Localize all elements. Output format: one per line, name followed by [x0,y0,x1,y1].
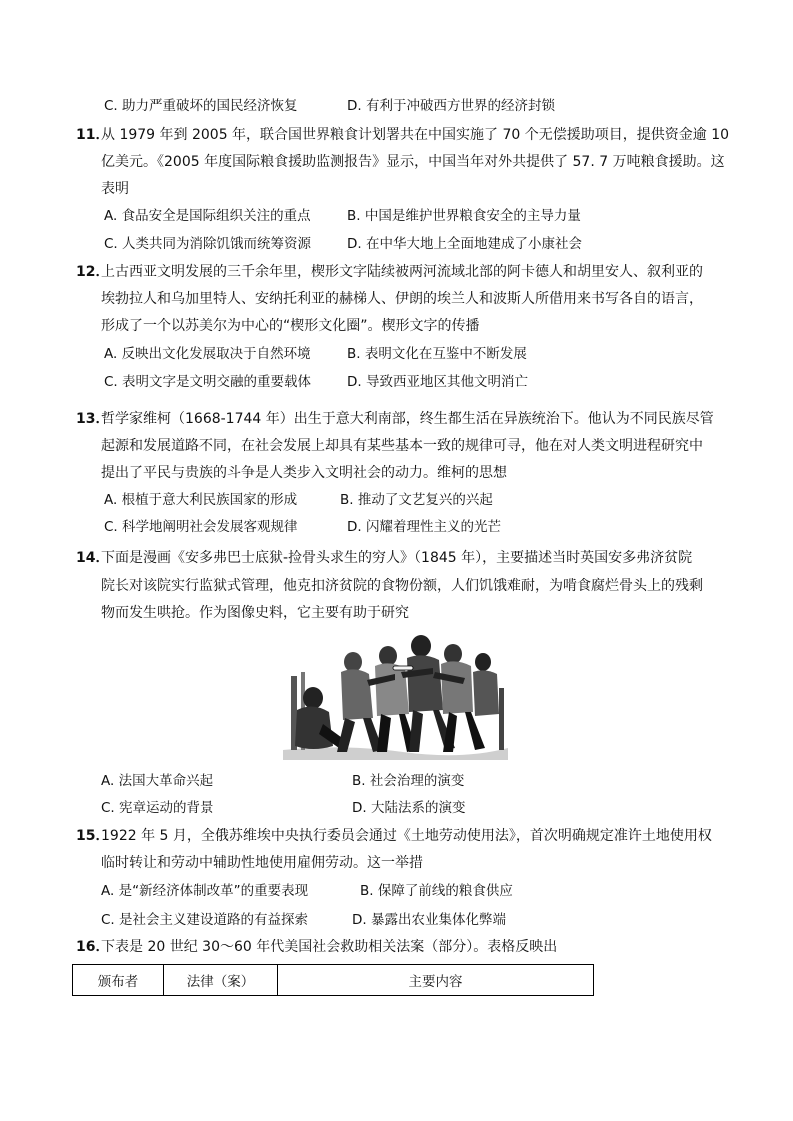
q13-option-a: A. 根植于意大利民族国家的形成 [104,492,298,508]
q16-stem-line1: 下表是 20 世纪 30～60 年代美国社会救助相关法案（部分）。表格反映出 [101,939,558,955]
q11-option-d: D. 在中华大地上全面地建成了小康社会 [347,236,582,252]
q14-stem-line1: 下面是漫画《安多弗巴士底狱-捡骨头求生的穷人》（1845 年），主要描述当时英国安多弗济贫院 [101,550,693,566]
q15-stem-line1: 1922 年 5 月，全俄苏维埃中央执行委员会通过《土地劳动使用法》，首次明确规定准许土地使用权 [101,828,712,844]
q15-stem-line2: 临时转让和劳动中辅助性地使用雇佣劳动。这一举措 [101,855,423,871]
q16-table-header-content: 主要内容 [278,965,594,996]
q14-number: 14． [76,550,110,566]
q11-option-b: B. 中国是维护世界粮食安全的主导力量 [347,208,581,224]
q14-option-d: D. 大陆法系的演变 [352,800,466,816]
q13-option-d: D. 闪耀着理性主义的光芒 [347,519,501,535]
q11-stem-line1: 从 1979 年到 2005 年，联合国世界粮食计划署共在中国实施了 70 个无偿援助项目，提供资金逾 10 [101,127,730,143]
q12-option-c: C. 表明文字是文明交融的重要载体 [104,374,312,390]
cartoon-andover-bastille-illustration [283,628,508,760]
q11-stem-line2: 亿美元。《2005 年度国际粮食援助监测报告》显示，中国当年对外共提供了 57. 7 万吨粮食援助。这 [101,154,725,170]
q15-option-b: B. 保障了前线的粮食供应 [360,883,513,899]
q16-table-header-law: 法律（案） [164,965,278,996]
q11-stem-line3: 表明 [101,181,129,197]
q15-number: 15． [76,828,110,844]
q13-stem-line1: 哲学家维柯（1668-1744 年）出生于意大利南部，终生都生活在异族统治下。他认为不同民族尽管 [101,411,714,427]
q16-table-header-row [73,965,594,996]
q14-option-b: B. 社会治理的演变 [352,773,465,789]
q16-table [72,964,594,996]
q11-number: 11． [76,127,110,143]
q14-option-a: A. 法国大革命兴起 [101,773,214,789]
q13-stem-line2: 起源和发展道路不同，在社会发展上却具有某些基本一致的规律可寻，他在对人类文明进程研究中 [101,438,703,454]
q12-stem-line1: 上古西亚文明发展的三千余年里，楔形文字陆续被两河流域北部的阿卡德人和胡里安人、叙利亚的 [101,264,703,280]
q11-option-a: A. 食品安全是国际组织关注的重点 [104,208,311,224]
q13-option-b: B. 推动了文艺复兴的兴起 [340,492,493,508]
q12-stem-line2: 埃勃拉人和乌加里特人、安纳托利亚的赫梯人、伊朗的埃兰人和波斯人所借用来书写各自的语言， [101,291,703,307]
q14-stem-line3: 物而发生哄抢。作为图像史料，它主要有助于研究 [101,605,409,621]
q15-option-a: A. 是“新经济体制改革”的重要表现 [101,883,309,899]
q14-option-c: C. 宪章运动的背景 [101,800,214,816]
q13-stem-line3: 提出了平民与贵族的斗争是人类步入文明社会的动力。维柯的思想 [101,465,507,481]
q12-option-a: A. 反映出文化发展取决于自然环境 [104,346,311,362]
q11-option-c: C. 人类共同为消除饥饿而统筹资源 [104,236,312,252]
q10-option-c: C. 助力严重破坏的国民经济恢复 [104,98,298,114]
q12-option-b: B. 表明文化在互鉴中不断发展 [347,346,527,362]
q15-option-d: D. 暴露出农业集体化弊端 [352,912,506,928]
q13-option-c: C. 科学地阐明社会发展客观规律 [104,519,298,535]
q16-number: 16． [76,939,110,955]
q13-number: 13． [76,411,110,427]
q16-table-header-issuer: 颁布者 [73,965,164,996]
q12-number: 12． [76,264,110,280]
q10-option-d: D. 有利于冲破西方世界的经济封锁 [347,98,555,114]
q12-stem-line3: 形成了一个以苏美尔为中心的“楔形文化圈”。楔形文字的传播 [101,318,480,334]
q15-option-c: C. 是社会主义建设道路的有益探索 [101,912,309,928]
q12-option-d: D. 导致西亚地区其他文明消亡 [347,374,528,390]
q14-stem-line2: 院长对该院实行监狱式管理，他克扣济贫院的食物份额，人们饥饿难耐，为啃食腐烂骨头上的残剩 [101,578,703,594]
